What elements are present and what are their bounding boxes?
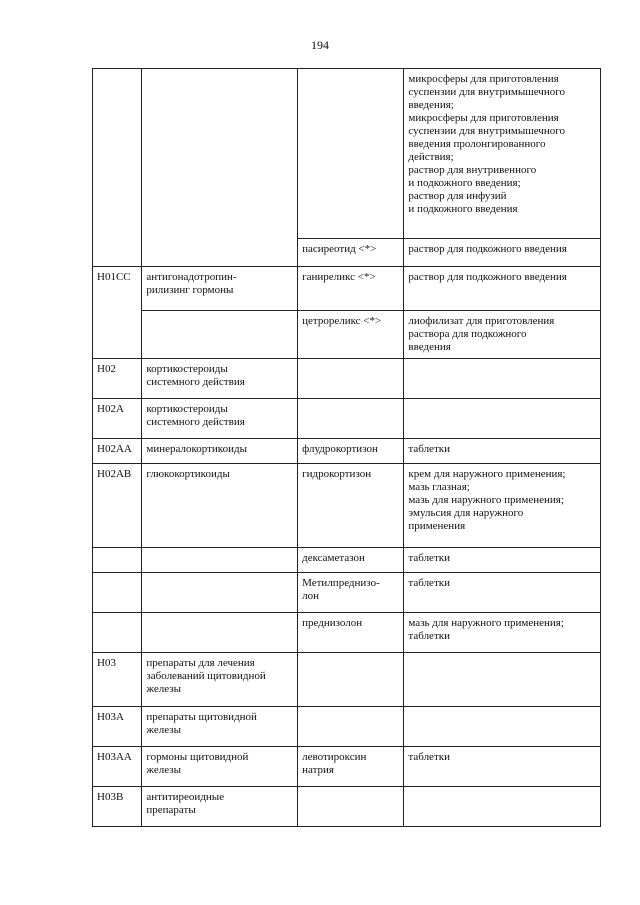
atc-code-cell: H03 [93, 653, 142, 707]
drug-table [92, 68, 601, 827]
page-number: 194 [311, 38, 329, 52]
group-cell: антитиреоидные препараты [142, 787, 298, 827]
form-cell [404, 399, 601, 439]
atc-code-cell [93, 613, 142, 653]
group-cell [142, 613, 298, 653]
form-cell [404, 787, 601, 827]
form-cell: таблетки [404, 548, 601, 573]
group-cell [142, 69, 298, 267]
group-cell: антигонадотропин- рилизинг гормоны [142, 267, 298, 311]
group-cell: кортикостероиды системного действия [142, 359, 298, 399]
atc-code-cell: H02 [93, 359, 142, 399]
atc-code-cell: H02AB [93, 464, 142, 548]
atc-code-cell [93, 69, 142, 267]
drug-cell [298, 399, 404, 439]
atc-code-cell: H03A [93, 707, 142, 747]
drug-cell: преднизолон [298, 613, 404, 653]
form-cell: таблетки [404, 573, 601, 613]
drug-cell [298, 359, 404, 399]
drug-cell: Метилпреднизо- лон [298, 573, 404, 613]
drug-cell: флудрокортизон [298, 439, 404, 464]
form-cell: раствор для подкожного введения [404, 239, 601, 267]
table-row [93, 439, 601, 464]
group-cell [142, 548, 298, 573]
form-cell [404, 653, 601, 707]
form-cell [404, 359, 601, 399]
drug-cell: пасиреотид <*> [298, 239, 404, 267]
form-cell: микросферы для приготовления суспензии для внутримышечного введения; микросферы для приготовления суспензии для внутримышечного введения пролонгированного действия; раствор для внутривенного и подкожного введения; раствор для инфузий и подкожного введения [404, 69, 601, 239]
form-cell: крем для наружного применения; мазь глазная; мазь для наружного применения; эмульсия для наружного применения [404, 464, 601, 548]
form-cell [404, 707, 601, 747]
table-row [93, 613, 601, 653]
form-cell: мазь для наружного применения; таблетки [404, 613, 601, 653]
table-row [93, 548, 601, 573]
form-cell: лиофилизат для приготовления раствора для подкожного введения [404, 311, 601, 359]
table-row [93, 653, 601, 707]
drug-cell: ганиреликс <*> [298, 267, 404, 311]
atc-code-cell [93, 573, 142, 613]
table-row [93, 311, 601, 359]
drug-cell [298, 69, 404, 239]
table-row [93, 464, 601, 548]
table-row [93, 69, 601, 239]
atc-code-cell: H03AA [93, 747, 142, 787]
group-cell: минералокортикоиды [142, 439, 298, 464]
table-row [93, 267, 601, 311]
drug-cell: дексаметазон [298, 548, 404, 573]
group-cell [142, 311, 298, 359]
table-row [93, 707, 601, 747]
form-cell: таблетки [404, 747, 601, 787]
drug-cell: левотироксин натрия [298, 747, 404, 787]
group-cell: глюкокортикоиды [142, 464, 298, 548]
form-cell: раствор для подкожного введения [404, 267, 601, 311]
table-row [93, 573, 601, 613]
form-cell: таблетки [404, 439, 601, 464]
drug-cell [298, 707, 404, 747]
table-row [93, 359, 601, 399]
group-cell: препараты щитовидной железы [142, 707, 298, 747]
group-cell [142, 573, 298, 613]
drug-cell: гидрокортизон [298, 464, 404, 548]
drug-cell: цетрореликс <*> [298, 311, 404, 359]
atc-code-cell: H02AA [93, 439, 142, 464]
group-cell: препараты для лечения заболеваний щитовидной железы [142, 653, 298, 707]
atc-code-cell: H03B [93, 787, 142, 827]
group-cell: гормоны щитовидной железы [142, 747, 298, 787]
table-row [93, 747, 601, 787]
drug-cell [298, 787, 404, 827]
atc-code-cell [93, 548, 142, 573]
drug-cell [298, 653, 404, 707]
table-row [93, 787, 601, 827]
atc-code-cell: H01CC [93, 267, 142, 359]
group-cell: кортикостероиды системного действия [142, 399, 298, 439]
table-row [93, 399, 601, 439]
atc-code-cell: H02A [93, 399, 142, 439]
